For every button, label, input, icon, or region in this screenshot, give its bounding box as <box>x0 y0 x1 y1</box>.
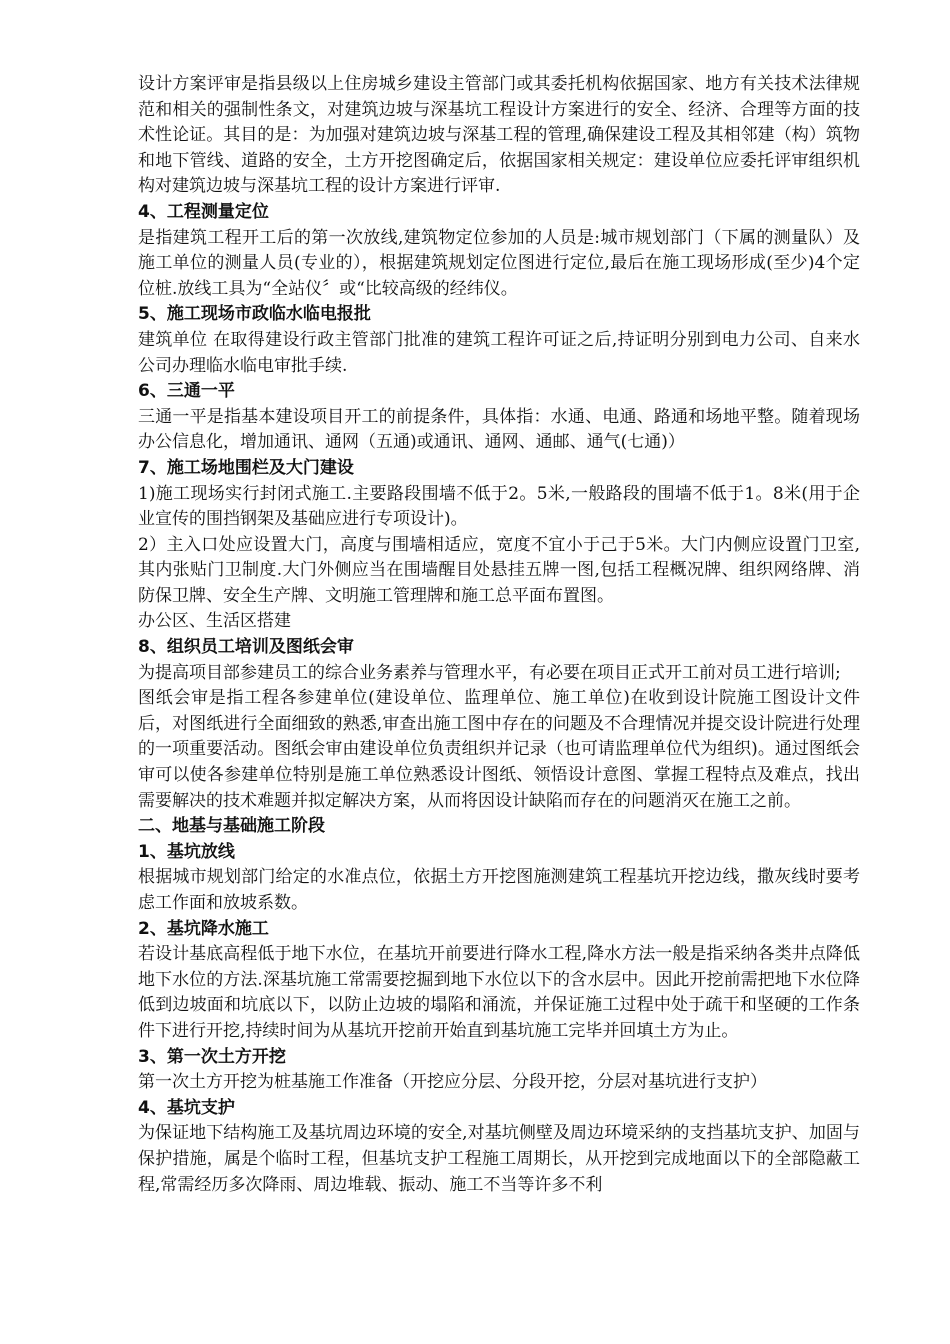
section-heading-training-drawing-review: 8、组织员工培训及图纸会审 <box>138 637 354 658</box>
fence-paragraph: 1)施工现场实行封闭式施工.主要路段围墙不低于2。5米,一般路段的围墙不低于1。8米(用于企业宣传的围挡钢架及基础应进行专项设计)。 <box>138 483 860 530</box>
section-heading-dewatering: 2、基坑降水施工 <box>138 918 269 939</box>
survey-positioning-paragraph: 是指建筑工程开工后的第一次放线,建筑物定位参加的人员是:城市规划部门（下属的测量队）及施工单位的测量人员(专业的），根据建筑规划定位图进行定位,最后在施工现场形成(至少)4个定位桩.放线工具为“全站仪〞或“比较高级的经纬仪。 <box>138 227 860 299</box>
section-heading-fence-gate: 7、施工场地围栏及大门建设 <box>138 457 354 478</box>
section-heading-three-connections: 6、三通一平 <box>138 381 235 402</box>
section-heading-survey-positioning: 4、工程测量定位 <box>138 201 269 222</box>
section-heading-water-power-approval: 5、施工现场市政临水临电报批 <box>138 304 371 325</box>
gate-paragraph: 2）主入口处应设置大门，高度与围墙相适应，宽度不宜小于己于5米。大门内侧应设置门卫室,其内张贴门卫制度.大门外侧应当在围墙醒目处悬挂五牌一图,包括工程概况牌、组织网络牌、消防保卫牌、安全生产牌、文明施工管理牌和施工总平面布置图。 <box>138 534 860 606</box>
document-body <box>138 72 860 1198</box>
section-heading-pit-layout: 1、基坑放线 <box>138 841 235 862</box>
training-paragraph: 为提高项目部参建员工的综合业务素养与管理水平，有必要在项目正式开工前对员工进行培训; <box>138 662 841 683</box>
dewatering-paragraph: 若设计基底高程低于地下水位，在基坑开前要进行降水工程,降水方法一般是指采纳各类井点降低地下水位的方法.深基坑施工常需要挖掘到地下水位以下的含水层中。因此开挖前需把地下水位降低到边坡面和坑底以下，以防止边坡的塌陷和涌流，并保证施工过程中处于疏干和坚硬的工作条件下进行开挖,持续时间为从基坑开挖前开始直到基坑施工完毕并回填土方为止。 <box>138 944 860 1041</box>
section-heading-first-excavation: 3、第一次土方开挖 <box>138 1046 286 1067</box>
pit-layout-paragraph: 根据城市规划部门给定的水准点位，依据土方开挖图施测建筑工程基坑开挖边线，撒灰线时要考虑工作面和放坡系数。 <box>138 867 860 913</box>
intro-paragraph: 设计方案评审是指县级以上住房城乡建设主管部门或其委托机构依据国家、地方有关技术法律规范和相关的强制性条文，对建筑边坡与深基坑工程设计方案进行的安全、经济、合理等方面的技术性论证。其目的是：为加强对建筑边坡与深基工程的管理,确保建设工程及其相邻建（构）筑物和地下管线、道路的安全，土方开挖图确定后，依据国家相关规定：建设单位应委托评审组织机构对建筑边坡与深基坑工程的设计方案进行评审. <box>138 74 860 197</box>
pit-support-paragraph: 为保证地下结构施工及基坑周边环境的安全,对基坑侧壁及周边环境采纳的支挡基坑支护、加固与保护措施，属是个临时工程，但基坑支护工程施工周期长，从开挖到完成地面以下的全部隐蔽工程,常需经历多次降雨、周边堆载、振动、施工不当等许多不利 <box>138 1123 860 1195</box>
water-power-approval-paragraph: 建筑单位 在取得建设行政主管部门批准的建筑工程许可证之后,持证明分别到电力公司、自来水公司办理临水临电审批手续. <box>138 329 860 376</box>
section-heading-pit-support: 4、基坑支护 <box>138 1097 235 1118</box>
office-living-area-line: 办公区、生活区搭建 <box>138 611 291 632</box>
first-excavation-line: 第一次土方开挖为桩基施工作准备（开挖应分层、分段开挖，分层对基坑进行支护） <box>138 1072 767 1093</box>
chapter-heading-foundation-stage: 二、地基与基础施工阶段 <box>138 816 325 837</box>
three-connections-paragraph: 三通一平是指基本建设项目开工的前提条件，具体指：水通、电通、路通和场地平整。随着现场办公信息化，增加通讯、通网（五通)或通讯、通网、通邮、通气(七通)） <box>138 406 860 453</box>
drawing-review-paragraph: 图纸会审是指工程各参建单位(建设单位、监理单位、施工单位)在收到设计院施工图设计文件后，对图纸进行全面细致的熟悉,审查出施工图中存在的问题及不合理情况并提交设计院进行处理的一项重要活动。图纸会审由建设单位负责组织并记录（也可请监理单位代为组织)。通过图纸会审可以使各参建单位特别是施工单位熟悉设计图纸、领悟设计意图、掌握工程特点及难点，找出需要解决的技术难题并拟定解决方案，从而将因设计缺陷而存在的问题消灭在施工之前。 <box>138 688 860 811</box>
